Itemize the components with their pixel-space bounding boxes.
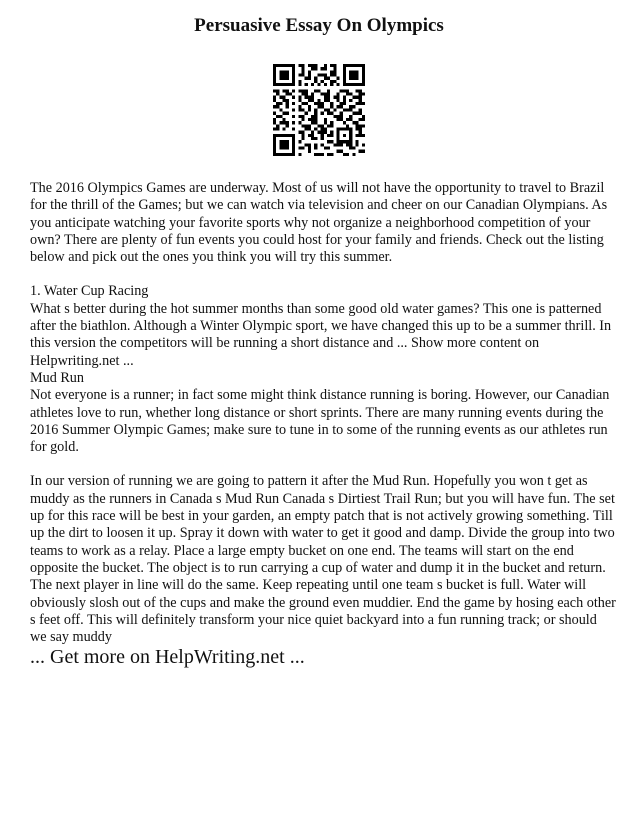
section-heading-water-cup-racing: 1. Water Cup Racing xyxy=(30,283,149,300)
water-cup-racing-paragraph: What s better during the hot summer months than some good old water games? This one is patterned after the biathlon. Although a Winter Olympic sport, we have changed this up to be a summer thrill. In this version the competitors will be running a short distance and ... Show more content on Helpwriting.net ... xyxy=(30,300,612,369)
page-title: Persuasive Essay On Olympics xyxy=(194,15,444,36)
qr-code-icon xyxy=(273,64,365,156)
section-heading-mud-run: Mud Run xyxy=(30,369,84,386)
intro-paragraph: The 2016 Olympics Games are underway. Most of us will not have the opportunity to travel to Brazil for the thrill of the Games; but we can watch via television and cheer on our Canadian Olympians. As you anticipate watching your favorite sports why not organize a neighborhood competition of your own? There are plenty of fun events you could host for your family and friends. Check out the listing below and pick out the ones you think you will try this summer. xyxy=(30,180,608,266)
get-more-link[interactable]: ... Get more on HelpWriting.net ... xyxy=(30,646,305,668)
mud-run-paragraph: Not everyone is a runner; in fact some might think distance running is boring. However, our Canadian athletes love to run, whether long distance or short sprints. There are many running events during the 2016 Summer Olympic Games; make sure to tune in to some of the running events as our athletes run for gold. xyxy=(30,387,610,456)
essay-body xyxy=(30,180,616,646)
paragraph-spacer xyxy=(30,266,616,283)
mud-run-version-paragraph: In our version of running we are going to pattern it after the Mud Run. Hopefully you won t get as muddy as the runners in Canada s Mud Run Canada s Dirtiest Trail Run; but you will have fun. The set up for this race will be best in your garden, an empty patch that is not actively growing something. Till up the dirt to loosen it up. Spray it down with water to get it good and damp. Divide the group into two teams to work as a relay. Place a large empty bucket on one end. The teams will start on the end opposite the bucket. The object is to run carrying a cup of water and dump it in the bucket and return. The next player in line will do the same. Keep repeating until one team s bucket is full. Water will obviously slosh out of the cups and make the ground even muddier. End the game by hosing each other s feet off. This will definitely transform your nice quiet backyard into a fun running track; or should we say muddy xyxy=(30,473,616,646)
paragraph-spacer xyxy=(30,456,616,473)
